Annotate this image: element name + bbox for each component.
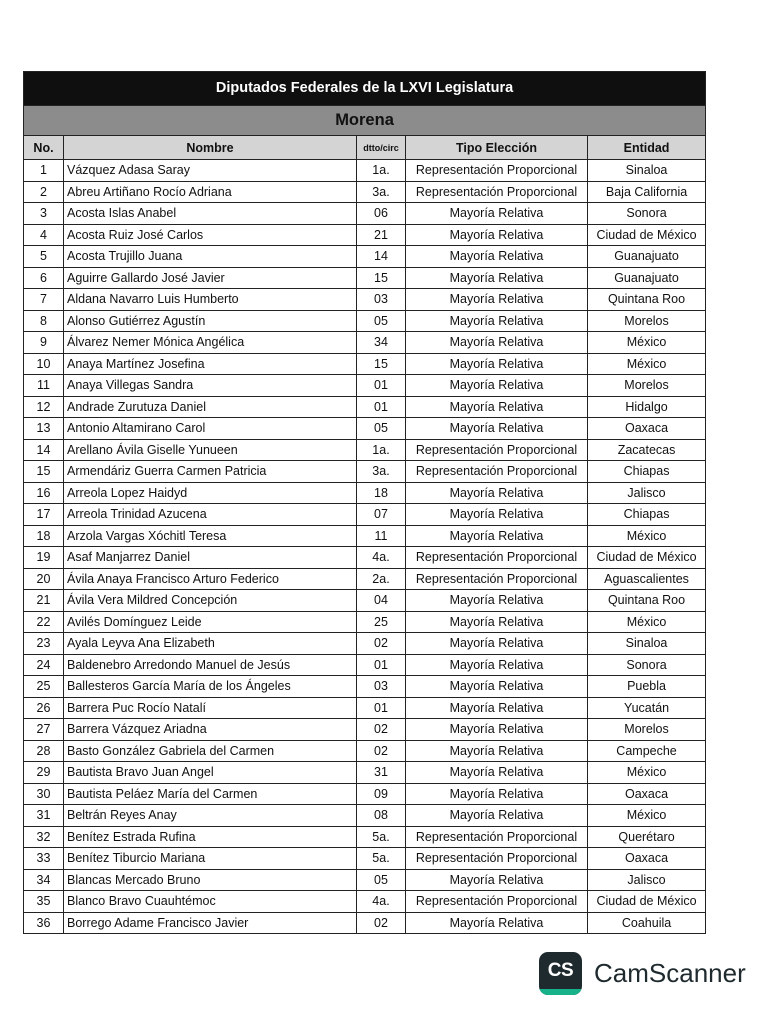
cell-entidad: México: [588, 353, 706, 375]
cell-tipo: Mayoría Relativa: [406, 353, 588, 375]
cell-no: 16: [24, 482, 64, 504]
cell-nombre: Arreola Trinidad Azucena: [64, 504, 357, 526]
table-row: [24, 826, 706, 848]
table-row: [24, 224, 706, 246]
cell-nombre: Bautista Bravo Juan Angel: [64, 762, 357, 784]
cell-distrito: 01: [357, 375, 406, 397]
cell-no: 21: [24, 590, 64, 612]
cell-distrito: 05: [357, 418, 406, 440]
cell-tipo: Mayoría Relativa: [406, 590, 588, 612]
cell-distrito: 21: [357, 224, 406, 246]
cell-no: 10: [24, 353, 64, 375]
legislators-table: [23, 71, 706, 934]
table-row: [24, 740, 706, 762]
cell-entidad: Morelos: [588, 719, 706, 741]
cell-nombre: Arellano Ávila Giselle Yunueen: [64, 439, 357, 461]
cell-no: 1: [24, 160, 64, 182]
cell-entidad: México: [588, 332, 706, 354]
cell-distrito: 4a.: [357, 547, 406, 569]
cell-distrito: 03: [357, 289, 406, 311]
table-row: [24, 375, 706, 397]
cell-tipo: Representación Proporcional: [406, 826, 588, 848]
table-row: [24, 396, 706, 418]
cell-tipo: Mayoría Relativa: [406, 482, 588, 504]
table-row: [24, 353, 706, 375]
party-row: [24, 106, 706, 136]
cell-entidad: Aguascalientes: [588, 568, 706, 590]
cell-no: 18: [24, 525, 64, 547]
cell-distrito: 01: [357, 396, 406, 418]
cell-tipo: Mayoría Relativa: [406, 203, 588, 225]
cell-tipo: Mayoría Relativa: [406, 396, 588, 418]
cell-entidad: Coahuila: [588, 912, 706, 934]
cell-nombre: Aldana Navarro Luis Humberto: [64, 289, 357, 311]
cell-entidad: Morelos: [588, 375, 706, 397]
table-row: [24, 633, 706, 655]
table-row: [24, 525, 706, 547]
table-row: [24, 912, 706, 934]
cell-no: 8: [24, 310, 64, 332]
cell-nombre: Ávila Vera Mildred Concepción: [64, 590, 357, 612]
header-tipo: Tipo Elección: [406, 136, 588, 160]
cell-distrito: 15: [357, 267, 406, 289]
cell-no: 6: [24, 267, 64, 289]
cell-tipo: Representación Proporcional: [406, 891, 588, 913]
header-row: [24, 136, 706, 160]
header-distrito: dtto/circ: [357, 136, 406, 160]
table-row: [24, 203, 706, 225]
cell-distrito: 11: [357, 525, 406, 547]
cell-tipo: Mayoría Relativa: [406, 224, 588, 246]
table-row: [24, 590, 706, 612]
cell-entidad: Sonora: [588, 203, 706, 225]
cell-entidad: Oaxaca: [588, 418, 706, 440]
cell-entidad: México: [588, 525, 706, 547]
cell-entidad: Morelos: [588, 310, 706, 332]
cell-nombre: Asaf Manjarrez Daniel: [64, 547, 357, 569]
cell-distrito: 14: [357, 246, 406, 268]
cell-distrito: 07: [357, 504, 406, 526]
cell-no: 33: [24, 848, 64, 870]
cell-entidad: Ciudad de México: [588, 224, 706, 246]
cell-distrito: 09: [357, 783, 406, 805]
cell-tipo: Representación Proporcional: [406, 848, 588, 870]
cell-tipo: Mayoría Relativa: [406, 697, 588, 719]
party-name: Morena: [24, 106, 706, 136]
cell-tipo: Mayoría Relativa: [406, 267, 588, 289]
cell-distrito: 02: [357, 719, 406, 741]
cell-distrito: 2a.: [357, 568, 406, 590]
cell-tipo: Mayoría Relativa: [406, 740, 588, 762]
cell-nombre: Benítez Tiburcio Mariana: [64, 848, 357, 870]
table-row: [24, 310, 706, 332]
cell-nombre: Bautista Peláez María del Carmen: [64, 783, 357, 805]
table-row: [24, 332, 706, 354]
cell-entidad: Oaxaca: [588, 848, 706, 870]
cell-no: 29: [24, 762, 64, 784]
cell-tipo: Representación Proporcional: [406, 439, 588, 461]
cell-entidad: Chiapas: [588, 461, 706, 483]
cell-entidad: Puebla: [588, 676, 706, 698]
cell-distrito: 3a.: [357, 461, 406, 483]
cell-distrito: 15: [357, 353, 406, 375]
cell-entidad: Ciudad de México: [588, 547, 706, 569]
cell-no: 26: [24, 697, 64, 719]
cell-entidad: Sinaloa: [588, 160, 706, 182]
cell-tipo: Representación Proporcional: [406, 547, 588, 569]
cell-entidad: Guanajuato: [588, 246, 706, 268]
cell-nombre: Arzola Vargas Xóchitl Teresa: [64, 525, 357, 547]
header-no: No.: [24, 136, 64, 160]
cell-nombre: Barrera Vázquez Ariadna: [64, 719, 357, 741]
table-row: [24, 568, 706, 590]
cell-tipo: Mayoría Relativa: [406, 805, 588, 827]
cell-nombre: Barrera Puc Rocío Natalí: [64, 697, 357, 719]
cell-nombre: Ayala Leyva Ana Elizabeth: [64, 633, 357, 655]
cell-distrito: 4a.: [357, 891, 406, 913]
cell-distrito: 25: [357, 611, 406, 633]
cell-no: 12: [24, 396, 64, 418]
cell-no: 36: [24, 912, 64, 934]
cell-entidad: Ciudad de México: [588, 891, 706, 913]
cell-entidad: Chiapas: [588, 504, 706, 526]
cell-no: 14: [24, 439, 64, 461]
cell-distrito: 02: [357, 740, 406, 762]
cell-nombre: Alonso Gutiérrez Agustín: [64, 310, 357, 332]
cell-entidad: Zacatecas: [588, 439, 706, 461]
cell-tipo: Mayoría Relativa: [406, 654, 588, 676]
cell-tipo: Mayoría Relativa: [406, 504, 588, 526]
cell-nombre: Benítez Estrada Rufina: [64, 826, 357, 848]
table-row: [24, 289, 706, 311]
cell-entidad: Jalisco: [588, 869, 706, 891]
cell-distrito: 5a.: [357, 826, 406, 848]
logo-badge-text: CS: [547, 960, 574, 981]
table-row: [24, 891, 706, 913]
table-row: [24, 439, 706, 461]
table-row: [24, 762, 706, 784]
cell-no: 5: [24, 246, 64, 268]
cell-nombre: Álvarez Nemer Mónica Angélica: [64, 332, 357, 354]
cell-tipo: Mayoría Relativa: [406, 869, 588, 891]
cell-distrito: 02: [357, 633, 406, 655]
cell-tipo: Mayoría Relativa: [406, 332, 588, 354]
cell-nombre: Borrego Adame Francisco Javier: [64, 912, 357, 934]
table-row: [24, 482, 706, 504]
cell-nombre: Anaya Martínez Josefina: [64, 353, 357, 375]
cell-tipo: Representación Proporcional: [406, 568, 588, 590]
cell-tipo: Mayoría Relativa: [406, 418, 588, 440]
cell-tipo: Mayoría Relativa: [406, 783, 588, 805]
cell-entidad: Sonora: [588, 654, 706, 676]
cell-tipo: Mayoría Relativa: [406, 310, 588, 332]
cell-entidad: Sinaloa: [588, 633, 706, 655]
cell-tipo: Representación Proporcional: [406, 160, 588, 182]
cell-nombre: Acosta Ruiz José Carlos: [64, 224, 357, 246]
cell-distrito: 06: [357, 203, 406, 225]
document-title: Diputados Federales de la LXVI Legislatura: [24, 72, 706, 106]
cell-no: 24: [24, 654, 64, 676]
cell-nombre: Andrade Zurutuza Daniel: [64, 396, 357, 418]
cell-no: 2: [24, 181, 64, 203]
table-row: [24, 869, 706, 891]
cell-nombre: Aguirre Gallardo José Javier: [64, 267, 357, 289]
cell-nombre: Blanco Bravo Cuauhtémoc: [64, 891, 357, 913]
cell-distrito: 01: [357, 654, 406, 676]
table-row: [24, 676, 706, 698]
cell-no: 28: [24, 740, 64, 762]
cell-tipo: Mayoría Relativa: [406, 676, 588, 698]
cell-nombre: Avilés Domínguez Leide: [64, 611, 357, 633]
camscanner-logo-icon: [539, 952, 582, 995]
cell-entidad: Guanajuato: [588, 267, 706, 289]
cell-distrito: 02: [357, 912, 406, 934]
cell-no: 31: [24, 805, 64, 827]
cell-entidad: Baja California: [588, 181, 706, 203]
cell-no: 20: [24, 568, 64, 590]
table-row: [24, 654, 706, 676]
cell-no: 32: [24, 826, 64, 848]
title-row: [24, 72, 706, 106]
cell-no: 15: [24, 461, 64, 483]
cell-no: 3: [24, 203, 64, 225]
cell-tipo: Mayoría Relativa: [406, 611, 588, 633]
table-row: [24, 160, 706, 182]
cell-distrito: 34: [357, 332, 406, 354]
cell-nombre: Beltrán Reyes Anay: [64, 805, 357, 827]
cell-nombre: Blancas Mercado Bruno: [64, 869, 357, 891]
cell-entidad: Jalisco: [588, 482, 706, 504]
table-body: [24, 160, 706, 934]
cell-no: 34: [24, 869, 64, 891]
table-row: [24, 783, 706, 805]
cell-tipo: Mayoría Relativa: [406, 246, 588, 268]
cell-entidad: Hidalgo: [588, 396, 706, 418]
cell-no: 11: [24, 375, 64, 397]
cell-nombre: Basto González Gabriela del Carmen: [64, 740, 357, 762]
cell-no: 4: [24, 224, 64, 246]
cell-nombre: Abreu Artiñano Rocío Adriana: [64, 181, 357, 203]
cell-distrito: 05: [357, 869, 406, 891]
table-row: [24, 719, 706, 741]
cell-nombre: Armendáriz Guerra Carmen Patricia: [64, 461, 357, 483]
table-row: [24, 697, 706, 719]
cell-distrito: 05: [357, 310, 406, 332]
cell-tipo: Mayoría Relativa: [406, 719, 588, 741]
cell-no: 23: [24, 633, 64, 655]
cell-tipo: Mayoría Relativa: [406, 633, 588, 655]
table-row: [24, 805, 706, 827]
cell-entidad: Oaxaca: [588, 783, 706, 805]
cell-tipo: Mayoría Relativa: [406, 912, 588, 934]
cell-entidad: Yucatán: [588, 697, 706, 719]
cell-no: 30: [24, 783, 64, 805]
header-nombre: Nombre: [64, 136, 357, 160]
cell-entidad: Campeche: [588, 740, 706, 762]
cell-nombre: Ávila Anaya Francisco Arturo Federico: [64, 568, 357, 590]
table-row: [24, 418, 706, 440]
cell-tipo: Mayoría Relativa: [406, 762, 588, 784]
cell-no: 35: [24, 891, 64, 913]
cell-distrito: 31: [357, 762, 406, 784]
cell-distrito: 08: [357, 805, 406, 827]
cell-entidad: México: [588, 762, 706, 784]
camscanner-watermark: [539, 952, 746, 995]
cell-no: 7: [24, 289, 64, 311]
cell-entidad: México: [588, 805, 706, 827]
cell-distrito: 03: [357, 676, 406, 698]
cell-entidad: Quintana Roo: [588, 590, 706, 612]
cell-nombre: Arreola Lopez Haidyd: [64, 482, 357, 504]
cell-distrito: 01: [357, 697, 406, 719]
cell-distrito: 18: [357, 482, 406, 504]
header-entidad: Entidad: [588, 136, 706, 160]
cell-distrito: 04: [357, 590, 406, 612]
logo-brand-text: CamScanner: [594, 958, 746, 988]
table-row: [24, 547, 706, 569]
cell-no: 9: [24, 332, 64, 354]
cell-no: 22: [24, 611, 64, 633]
cell-tipo: Representación Proporcional: [406, 181, 588, 203]
table-row: [24, 246, 706, 268]
cell-distrito: 1a.: [357, 160, 406, 182]
cell-entidad: Querétaro: [588, 826, 706, 848]
cell-tipo: Mayoría Relativa: [406, 289, 588, 311]
cell-distrito: 1a.: [357, 439, 406, 461]
cell-tipo: Representación Proporcional: [406, 461, 588, 483]
cell-entidad: México: [588, 611, 706, 633]
table-row: [24, 181, 706, 203]
cell-no: 27: [24, 719, 64, 741]
table-row: [24, 504, 706, 526]
cell-no: 17: [24, 504, 64, 526]
cell-nombre: Vázquez Adasa Saray: [64, 160, 357, 182]
table-row: [24, 848, 706, 870]
table-row: [24, 461, 706, 483]
cell-nombre: Acosta Islas Anabel: [64, 203, 357, 225]
cell-distrito: 3a.: [357, 181, 406, 203]
cell-distrito: 5a.: [357, 848, 406, 870]
cell-nombre: Antonio Altamirano Carol: [64, 418, 357, 440]
table-row: [24, 267, 706, 289]
cell-entidad: Quintana Roo: [588, 289, 706, 311]
cell-tipo: Mayoría Relativa: [406, 525, 588, 547]
cell-tipo: Mayoría Relativa: [406, 375, 588, 397]
cell-no: 25: [24, 676, 64, 698]
cell-nombre: Acosta Trujillo Juana: [64, 246, 357, 268]
table-row: [24, 611, 706, 633]
cell-no: 19: [24, 547, 64, 569]
cell-nombre: Ballesteros García María de los Ángeles: [64, 676, 357, 698]
cell-nombre: Baldenebro Arredondo Manuel de Jesús: [64, 654, 357, 676]
cell-nombre: Anaya Villegas Sandra: [64, 375, 357, 397]
cell-no: 13: [24, 418, 64, 440]
